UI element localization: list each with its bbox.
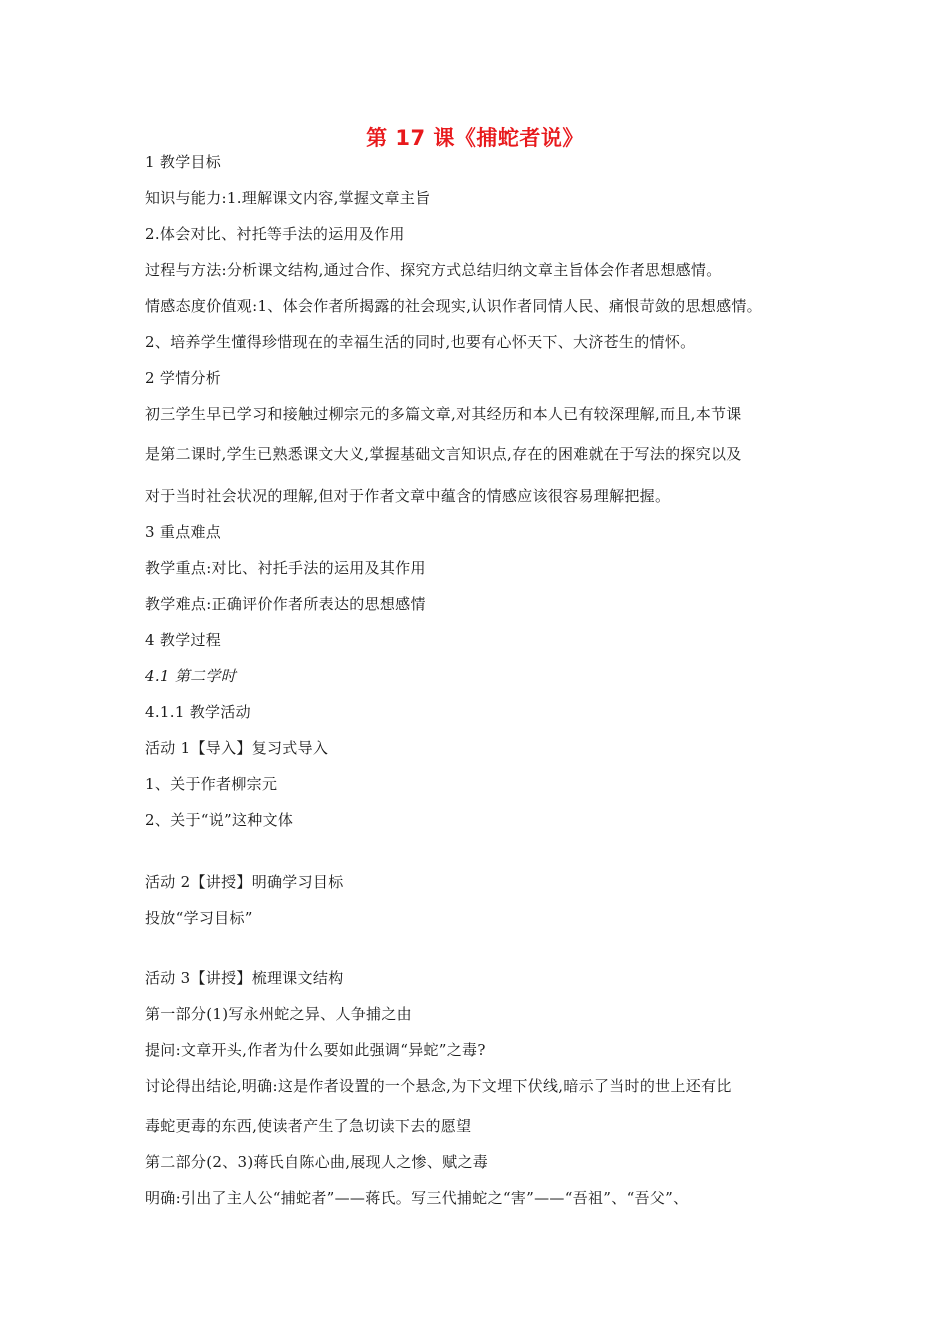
section-heading-teaching-process: 4 教学过程 bbox=[145, 631, 222, 649]
activity-1-heading: 活动 1【导入】复习式导入 bbox=[145, 739, 329, 757]
section-heading-key-points: 3 重点难点 bbox=[145, 523, 222, 541]
activity-1-item-1: 1、关于作者柳宗元 bbox=[145, 775, 278, 793]
activity-3-part-1: 第一部分(1)写永州蛇之异、人争捕之由 bbox=[145, 1005, 412, 1023]
activity-3-part-2-answer: 明确:引出了主人公“捕蛇者”——蒋氏。写三代捕蛇之“害”——“吾祖”、“吾父”、 bbox=[145, 1189, 689, 1207]
activity-3-part-2: 第二部分(2、3)蒋氏自陈心曲,展现人之惨、赋之毒 bbox=[145, 1153, 489, 1171]
paragraph-process-method: 过程与方法:分析课文结构,通过合作、探究方式总结归纳文章主旨体会作者思想感情。 bbox=[145, 261, 722, 279]
section-heading-teaching-goals: 1 教学目标 bbox=[145, 153, 222, 171]
paragraph-key-point: 教学重点:对比、衬托手法的运用及其作用 bbox=[145, 559, 426, 577]
activity-3-answer-line-1: 讨论得出结论,明确:这是作者设置的一个悬念,为下文埋下伏线,暗示了当时的世上还有比 bbox=[145, 1077, 732, 1095]
paragraph-emotion-values: 情感态度价值观:1、体会作者所揭露的社会现实,认识作者同情人民、痛恨苛敛的思想感情。 bbox=[145, 297, 762, 315]
activity-3-question: 提问:文章开头,作者为什么要如此强调“异蛇”之毒? bbox=[145, 1041, 486, 1059]
paragraph-goal-2: 2.体会对比、衬托等手法的运用及作用 bbox=[145, 225, 405, 243]
paragraph-student-analysis-line-1: 初三学生早已学习和接触过柳宗元的多篇文章,对其经历和本人已有较深理解,而且,本节课 bbox=[145, 405, 742, 423]
paragraph-emotion-values-2: 2、培养学生懂得珍惜现在的幸福生活的同时,也要有心怀天下、大济苍生的情怀。 bbox=[145, 333, 696, 351]
paragraph-difficult-point: 教学难点:正确评价作者所表达的思想感情 bbox=[145, 595, 426, 613]
section-heading-student-analysis: 2 学情分析 bbox=[145, 369, 222, 387]
subsection-heading-second-period: 4.1 第二学时 bbox=[145, 667, 237, 685]
activity-2-item: 投放“学习目标” bbox=[145, 909, 253, 927]
subsection-heading-activities: 4.1.1 教学活动 bbox=[145, 703, 251, 721]
paragraph-knowledge-ability: 知识与能力:1.理解课文内容,掌握文章主旨 bbox=[145, 189, 431, 207]
activity-1-item-2: 2、关于“说”这种文体 bbox=[145, 811, 294, 829]
activity-3-answer-line-2: 毒蛇更毒的东西,使读者产生了急切读下去的愿望 bbox=[145, 1117, 472, 1135]
activity-2-heading: 活动 2【讲授】明确学习目标 bbox=[145, 873, 344, 891]
paragraph-student-analysis-line-3: 对于当时社会状况的理解,但对于作者文章中蕴含的情感应该很容易理解把握。 bbox=[145, 487, 671, 505]
paragraph-student-analysis-line-2: 是第二课时,学生已熟悉课文大义,掌握基础文言知识点,存在的困难就在于写法的探究以及 bbox=[145, 445, 742, 463]
document-title: 第 17 课《捕蛇者说》 bbox=[366, 126, 584, 150]
activity-3-heading: 活动 3【讲授】梳理课文结构 bbox=[145, 969, 344, 987]
